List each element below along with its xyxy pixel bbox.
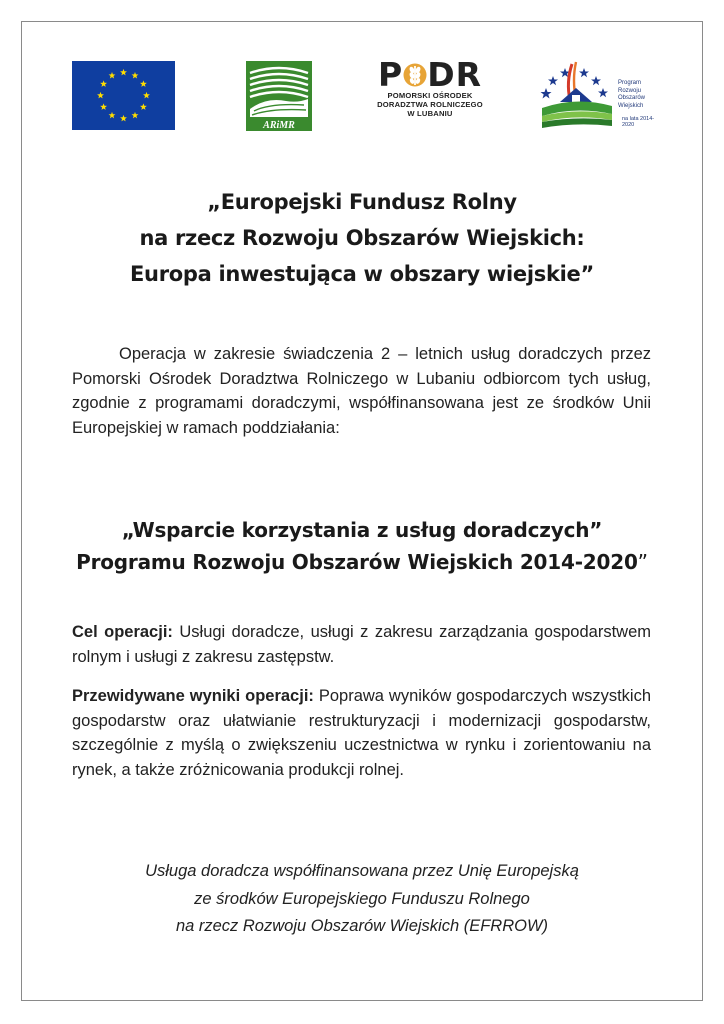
prow-line-1: Program	[618, 80, 642, 86]
podr-logo	[374, 55, 486, 132]
footer-line-2: ze środków Europejskiego Funduszu Rolnego	[194, 889, 530, 908]
goal-label: Cel operacji:	[72, 623, 173, 641]
svg-text:ARiMR: ARiMR	[263, 120, 295, 131]
cofinancing-note	[60, 858, 664, 941]
page-title	[60, 184, 664, 292]
goal-text: Usługi doradcze, usługi z zakresu zarządzania gospodarstwem rolnym i usługi z zakresu zastępstw.	[72, 623, 651, 666]
expected-results	[72, 684, 651, 782]
wheat-icon	[403, 60, 427, 86]
prow-name	[618, 80, 645, 110]
title-line-2: na rzecz Rozwoju Obszarów Wiejskich:	[139, 226, 585, 250]
measure-title	[60, 514, 664, 578]
prow-logo-icon	[536, 56, 618, 134]
prow-logo	[536, 56, 656, 134]
footer-line-3: na rzecz Rozwoju Obszarów Wiejskich (EFRROW)	[175, 917, 549, 935]
measure-line-2	[60, 546, 664, 578]
prow-years: na lata 2014-2020	[622, 116, 655, 128]
title-line-1: „Europejski Fundusz Rolny	[207, 190, 517, 214]
results-text: Poprawa wyników gospodarczych wszystkich gospodarstw oraz ułatwianie restrukturyzacji i modernizacji gospodarstw, szczególnie z myślą o zwiększeniu uczestnictwa w rynku i zorientowaniu na rynek, a także zróżnicowania produkcji rolnej.	[72, 687, 651, 779]
podr-wordmark: P DR	[378, 55, 482, 94]
measure-line-2-text: Programu Rozwoju Obszarów Wiejskich 2014-2020	[76, 550, 638, 574]
prow-line-2: Rozwoju	[618, 87, 642, 94]
podr-line-3: W LUBANIU	[407, 109, 453, 118]
podr-line-2: DORADZTWA ROLNICZEGO	[377, 100, 483, 109]
page-border	[21, 21, 703, 1001]
logo-bar	[0, 0, 724, 140]
title-line-3: Europa inwestująca w obszary wiejskie”	[130, 262, 594, 286]
prow-line-3: Obszarów	[618, 95, 646, 101]
podr-line-1: POMORSKI OŚRODEK	[387, 91, 473, 100]
prow-line-4: Wiejskich	[618, 102, 644, 109]
results-label: Przewidywane wyniki operacji:	[72, 687, 314, 705]
closing-quote: ”	[637, 550, 648, 574]
footer-line-1: Usługa doradcza współfinansowana przez Unię Europejską	[145, 862, 579, 880]
measure-line-1: „Wsparcie korzystania z usług doradczych”	[121, 518, 603, 542]
operation-goal	[72, 620, 651, 669]
intro-paragraph: Operacja w zakresie świadczenia 2 – letnich usług doradczych przez Pomorski Ośrodek Doradztwa Rolniczego w Lubaniu odbiorcom tych usług, zgodnie z programami doradczymi, współfinansowana jest ze środków Unii Europejskiej w ramach poddziałania:	[72, 345, 651, 437]
eu-flag-icon	[72, 61, 175, 130]
arimr-logo-icon	[246, 61, 312, 131]
